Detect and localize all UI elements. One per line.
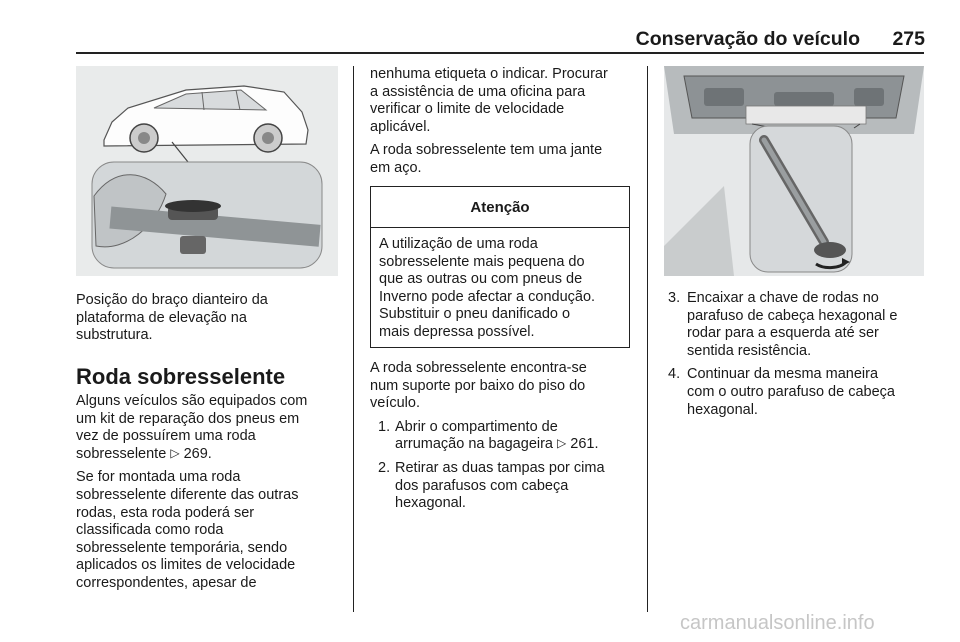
paragraph-line: num suporte por baixo do piso do <box>370 377 586 394</box>
middle-body-text-bottom <box>370 360 645 519</box>
paragraph-line: Alguns veículos são equipados com <box>76 393 308 409</box>
attention-line: Inverno pode afectar a condução. <box>379 288 596 305</box>
paragraph <box>76 469 346 592</box>
caption-line: substrutura. <box>76 327 153 344</box>
lift-point-illustration <box>76 66 338 276</box>
paragraph <box>76 393 346 463</box>
step-list <box>370 419 645 513</box>
attention-line: A utilização de uma roda <box>379 236 538 252</box>
paragraph-line: vez de possuírem uma roda <box>76 428 256 445</box>
page-number: 275 <box>892 28 925 50</box>
step-line: Abrir o compartimento de <box>395 418 558 435</box>
step-item <box>370 419 645 454</box>
step-line: dos parafusos com cabeça <box>395 477 569 494</box>
paragraph-line: aplicável. <box>370 118 431 135</box>
paragraph-line: a assistência de uma oficina para <box>370 83 586 100</box>
step-line: Retirar as duas tampas por cima <box>395 459 605 476</box>
paragraph <box>370 142 640 177</box>
watermark: carmanualsonline.info <box>680 612 875 634</box>
right-body-text <box>664 290 929 425</box>
step-line: sentida resistência. <box>687 342 812 359</box>
page-reference-link[interactable]: 269. <box>183 445 212 462</box>
figure-caption <box>76 292 341 345</box>
attention-line: mais depressa possível. <box>379 323 535 340</box>
attention-body <box>371 228 629 342</box>
attention-title: Atenção <box>371 187 629 228</box>
step-line: hexagonal. <box>687 401 758 418</box>
wheel-wrench-illustration <box>664 66 924 276</box>
attention-line: que as outras ou com pneus de <box>379 271 583 288</box>
column-divider-right <box>647 66 648 612</box>
paragraph-line: rodas, esta roda poderá ser <box>76 504 255 521</box>
step-line: com o outro parafuso de cabeça <box>687 383 895 400</box>
column-divider-left <box>353 66 354 612</box>
caption-line: Posição do braço dianteiro da <box>76 292 268 308</box>
step-item <box>664 290 929 360</box>
paragraph-line: sobresselente <box>76 445 167 462</box>
header-divider <box>76 52 924 54</box>
page-header-title: Conservação do veículo <box>635 28 860 50</box>
left-body-text <box>76 393 346 599</box>
paragraph-line: nenhuma etiqueta o indicar. Procurar <box>370 66 608 82</box>
step-number: 2. <box>378 459 391 476</box>
step-number: 3. <box>668 290 681 306</box>
paragraph <box>370 360 645 413</box>
paragraph-line: aplicados os limites de velocidade <box>76 557 296 574</box>
paragraph-line: veículo. <box>370 395 420 412</box>
middle-body-text-top <box>370 66 640 184</box>
paragraph-line: sobresselente temporária, sendo <box>76 539 288 556</box>
caption-line: plataforma de elevação na <box>76 309 247 326</box>
step-line: arrumação na bagageira <box>395 436 553 453</box>
step-number: 1. <box>378 418 391 435</box>
paragraph-line: A roda sobresselente tem uma jante <box>370 142 603 159</box>
paragraph-line: correspondentes, apesar de <box>76 574 257 591</box>
paragraph-line: A roda sobresselente encontra-se <box>370 360 587 376</box>
paragraph-line: verificar o limite de velocidade <box>370 101 565 118</box>
step-line: rodar para a esquerda até ser <box>687 325 879 342</box>
attention-line: sobresselente mais pequena do <box>379 253 585 270</box>
paragraph-line: um kit de reparação dos pneus em <box>76 410 300 427</box>
attention-line: Substituir o pneu danificado o <box>379 306 571 323</box>
step-line: Continuar da mesma maneira <box>687 366 879 383</box>
cross-reference-icon: ▷ <box>557 436 567 451</box>
step-list <box>664 290 929 419</box>
step-item <box>664 366 929 419</box>
section-heading: Roda sobresselente <box>76 364 286 389</box>
step-number: 4. <box>668 366 681 383</box>
step-line: hexagonal. <box>395 495 466 512</box>
paragraph-line: sobresselente diferente das outras <box>76 486 299 503</box>
page-reference-link[interactable]: 261. <box>570 436 599 453</box>
step-line: parafuso de cabeça hexagonal e <box>687 307 898 324</box>
attention-box <box>370 186 630 348</box>
step-item <box>370 460 645 513</box>
paragraph-line: em aço. <box>370 159 422 176</box>
step-line: Encaixar a chave de rodas no <box>687 290 879 306</box>
paragraph-line: Se for montada uma roda <box>76 469 241 486</box>
paragraph <box>370 66 640 136</box>
paragraph-line: classificada como roda <box>76 522 224 539</box>
cross-reference-icon: ▷ <box>170 445 180 460</box>
